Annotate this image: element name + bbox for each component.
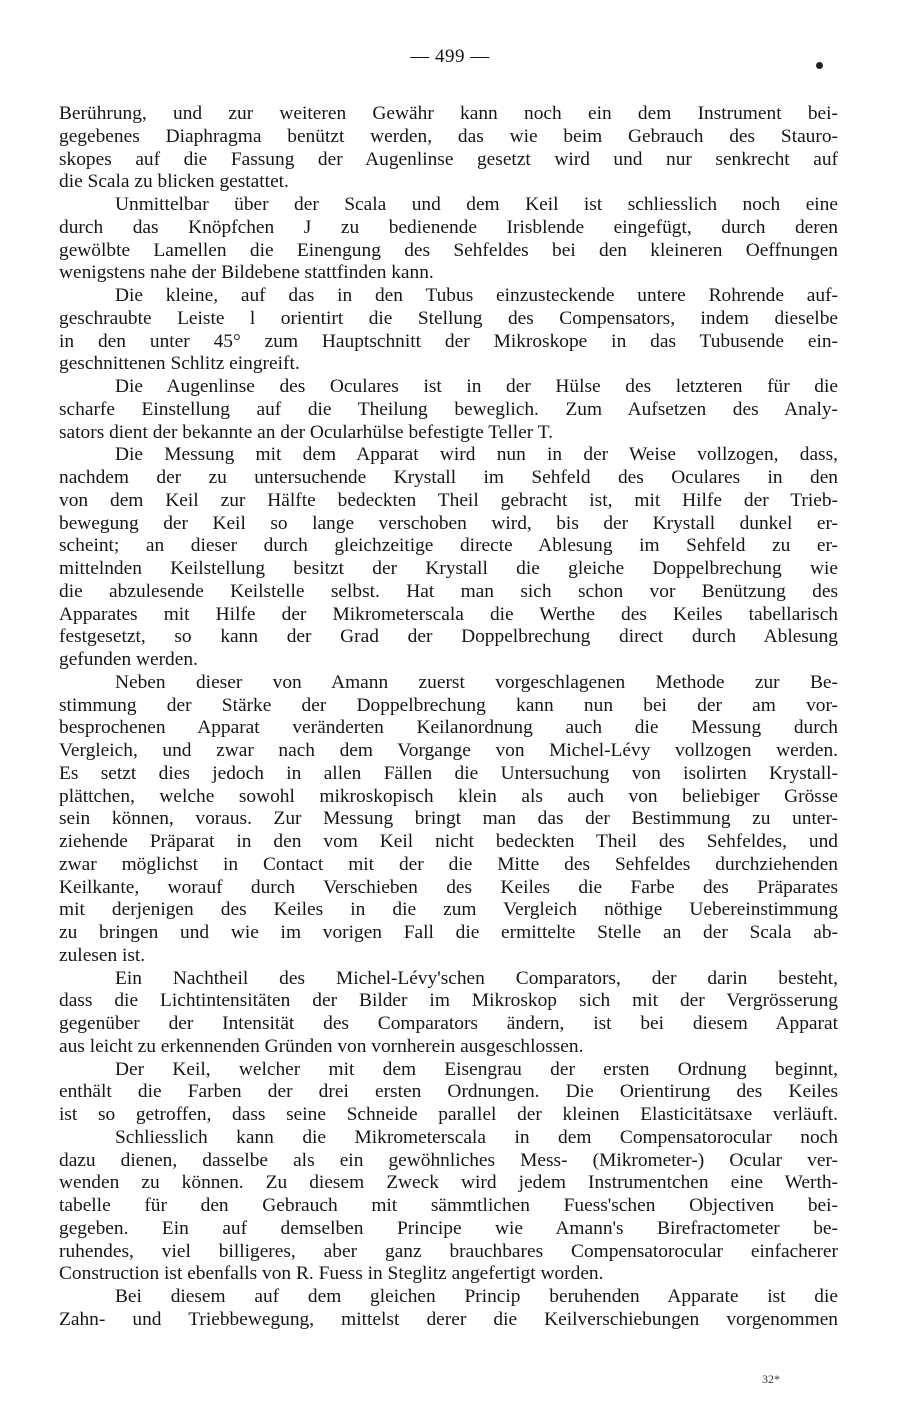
text-line: zulesen ist. <box>59 944 146 966</box>
text-line: Construction ist ebenfalls von R. Fuess in Steglitz angefertigt worden. <box>59 1263 604 1285</box>
text-line: tabelle für den Gebrauch mit sämmtlichen Fuess'schen Objectiven bei- <box>59 1195 838 1216</box>
text-line: die abzulesende Keilstelle selbst. Hat man sich schon vor Benützung des <box>59 580 838 602</box>
text-line: nachdem der zu untersuchende Krystall im Sehfeld des Oculares in den <box>59 467 838 488</box>
text-line: enthält die Farben der drei ersten Ordnungen. Die Orientirung des Keiles <box>59 1081 838 1103</box>
body-text <box>59 103 838 1332</box>
text-line: gefunden werden. <box>59 649 198 670</box>
text-line: Berührung, und zur weiteren Gewähr kann noch ein dem Instrument bei- <box>59 103 838 124</box>
text-line: ist so getroffen, dass seine Schneide parallel der kleinen Elasticitätsaxe verläuft. <box>59 1104 838 1125</box>
text-line: durch das Knöpfchen J zu bedienende Irisblende eingefügt, durch deren <box>59 216 838 238</box>
text-line: mittelnden Keilstellung besitzt der Krystall die gleiche Doppelbrechung wie <box>59 558 838 579</box>
text-line: Vergleich, und zwar nach dem Vorgange von Michel-Lévy vollzogen werden. <box>59 740 838 761</box>
text-line: skopes auf die Fassung der Augenlinse gesetzt wird und nur senkrecht auf <box>59 148 838 170</box>
text-line: Die kleine, auf das in den Tubus einzusteckende untere Rohrende auf- <box>115 285 838 306</box>
text-line: Schliesslich kann die Mikrometerscala in dem Compensatorocular noch <box>115 1126 838 1148</box>
text-line: gewölbte Lamellen die Einengung des Sehfeldes bei den kleineren Oeffnungen <box>59 239 838 261</box>
text-line: sein können, voraus. Zur Messung bringt man das der Bestimmung zu unter- <box>59 808 838 830</box>
text-line: ruhendes, viel billigeres, aber ganz brauchbares Compensatorocular einfacherer <box>59 1240 838 1262</box>
text-line: gegebenes Diaphragma benützt werden, das wie beim Gebrauch des Stauro- <box>59 125 838 147</box>
text-line: plättchen, welche sowohl mikroskopisch klein als auch von beliebiger Grösse <box>59 785 838 807</box>
text-line: die Scala zu blicken gestattet. <box>59 171 289 193</box>
text-line: dass die Lichtintensitäten der Bilder im Mikroskop sich mit der Vergrösserung <box>59 990 838 1012</box>
text-line: mit derjenigen des Keiles in die zum Vergleich nöthige Uebereinstimmung <box>59 899 838 921</box>
text-line: Keilkante, worauf durch Verschieben des Keiles die Farbe des Präparates <box>59 876 838 898</box>
text-line: Neben dieser von Amann zuerst vorgeschlagenen Methode zur Be- <box>115 671 838 693</box>
ink-smudge <box>816 62 823 69</box>
text-line: Ein Nachtheil des Michel-Lévy'schen Comparators, der darin besteht, <box>115 967 838 989</box>
text-line: Es setzt dies jedoch in allen Fällen die Untersuchung von isolirten Krystall- <box>59 762 838 784</box>
text-line: besprochenen Apparat veränderten Keilanordnung auch die Messung durch <box>59 717 838 739</box>
text-line: festgesetzt, so kann der Grad der Doppelbrechung direct durch Ablesung <box>59 626 838 648</box>
text-line: Apparates mit Hilfe der Mikrometerscala die Werthe des Keiles tabellarisch <box>59 603 838 625</box>
text-line: gegenüber der Intensität des Comparators ändern, ist bei diesem Apparat <box>59 1013 838 1034</box>
text-line: geschraubte Leiste l orientirt die Stellung des Compensators, indem dieselbe <box>59 307 838 329</box>
text-line: zwar möglichst in Contact mit der die Mitte des Sehfeldes durchziehenden <box>59 853 838 875</box>
text-line: sators dient der bekannte an der Ocularhülse befestigte Teller T. <box>59 421 553 443</box>
text-line: scheint; an dieser durch gleichzeitige directe Ablesung im Sehfeld zu er- <box>59 535 838 557</box>
signature-mark: 32* <box>762 1372 780 1386</box>
text-line: ziehende Präparat in den vom Keil nicht bedeckten Theil des Sehfeldes, und <box>59 831 838 852</box>
text-line: wenden zu können. Zu diesem Zweck wird jedem Instrumentchen eine Werth- <box>59 1172 838 1194</box>
text-line: in den unter 45° zum Hauptschnitt der Mikroskope in das Tubusende ein- <box>59 330 838 352</box>
text-line: wenigstens nahe der Bildebene stattfinden kann. <box>59 262 434 284</box>
text-line: geschnittenen Schlitz eingreift. <box>59 353 300 375</box>
text-line: dazu dienen, dasselbe als ein gewöhnliches Mess- (Mikrometer-) Ocular ver- <box>59 1149 838 1171</box>
text-line: gegeben. Ein auf demselben Principe wie Amann's Birefractometer be- <box>59 1217 838 1239</box>
page-number: — 499 — <box>410 46 490 67</box>
text-line: zu bringen und wie im vorigen Fall die ermittelte Stelle an der Scala ab- <box>59 922 838 943</box>
text-line: Die Messung mit dem Apparat wird nun in der Weise vollzogen, dass, <box>115 444 838 466</box>
text-line: Die Augenlinse des Oculares ist in der Hülse des letzteren für die <box>115 376 838 397</box>
text-line: Der Keil, welcher mit dem Eisengrau der ersten Ordnung beginnt, <box>115 1058 838 1080</box>
text-line: Bei diesem auf dem gleichen Princip beruhenden Apparate ist die <box>115 1286 838 1307</box>
text-line: bewegung der Keil so lange verschoben wird, bis der Krystall dunkel er- <box>59 512 838 534</box>
text-line: scharfe Einstellung auf die Theilung beweglich. Zum Aufsetzen des Analy- <box>59 398 838 420</box>
text-line: Unmittelbar über der Scala und dem Keil ist schliesslich noch eine <box>115 194 838 215</box>
text-line: von dem Keil zur Hälfte bedeckten Theil gebracht ist, mit Hilfe der Trieb- <box>59 489 838 511</box>
text-line: stimmung der Stärke der Doppelbrechung kann nun bei der am vor- <box>59 694 838 716</box>
text-line: aus leicht zu erkennenden Gründen von vornherein ausgeschlossen. <box>59 1035 584 1057</box>
text-line: Zahn- und Triebbewegung, mittelst derer die Keilverschiebungen vorgenommen <box>59 1308 838 1330</box>
